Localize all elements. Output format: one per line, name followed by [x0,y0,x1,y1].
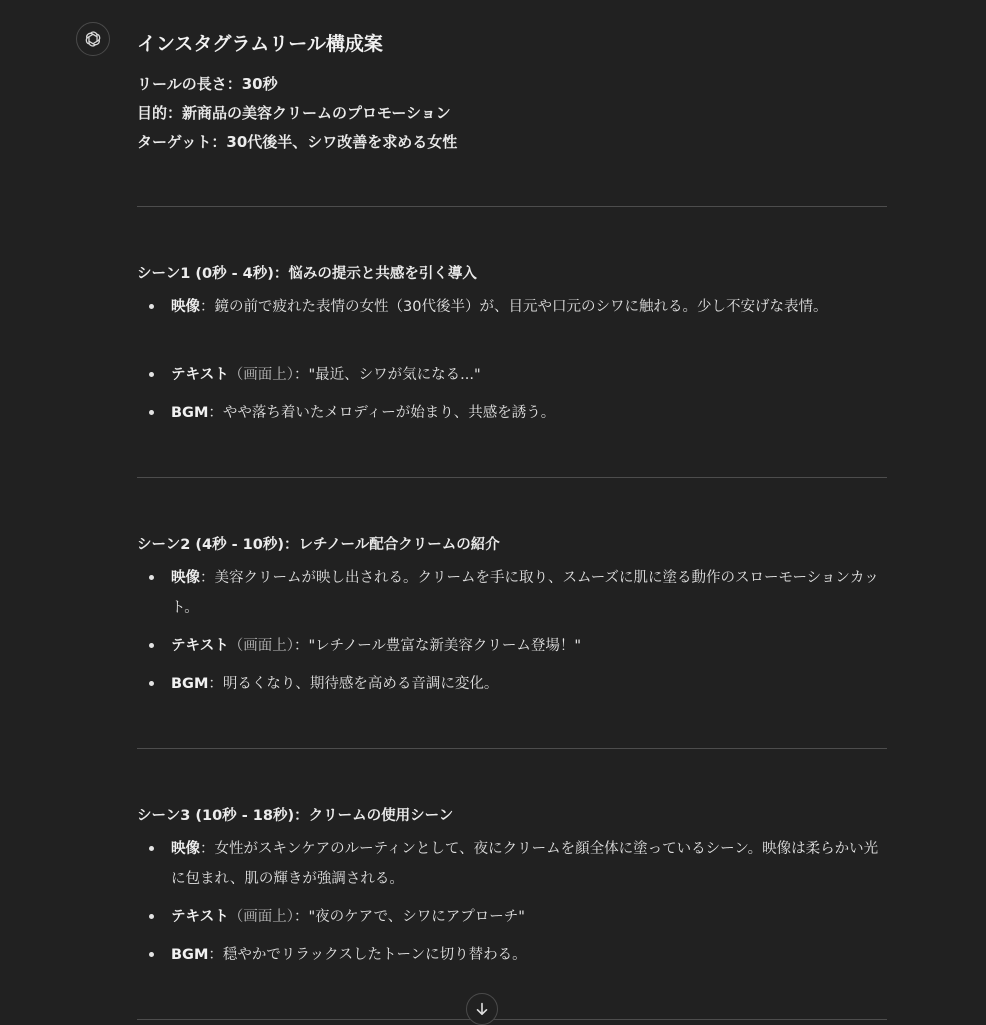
bullet-sub: （画面上） [228,367,294,383]
scene-3-bullet-bgm [137,940,887,970]
bullet-label: テキスト [171,638,229,654]
scroll-to-bottom-button[interactable] [466,993,498,1025]
bullet-dot [149,372,154,377]
bullet-dot [149,914,154,919]
scene-2-bullet-video [137,563,887,623]
bullet-label: テキスト [171,367,229,383]
bullet-text: ："レチノール豊富な新美容クリーム登場！" [293,638,582,654]
scene-2-bullet-bgm [137,669,887,699]
bullet-text: ："夜のケアで、シワにアプローチ" [293,909,525,925]
bullet-text: ：やや落ち着いたメロディーが始まり、共感を誘う。 [208,405,556,421]
bullet-dot [149,846,154,851]
bullet-label: BGM [171,676,209,692]
bullet-dot [149,410,154,415]
divider [137,206,887,207]
scene-1-heading: シーン1 (0秒 - 4秒)：悩みの提示と共感を引く導入 [137,266,477,282]
scene-3-heading: シーン3 (10秒 - 18秒)：クリームの使用シーン [137,808,454,824]
divider [137,477,887,478]
meta-reel-length: リールの長さ：30秒 [137,75,278,93]
meta-target: ターゲット：30代後半、シワ改善を求める女性 [137,133,458,151]
bullet-dot [149,304,154,309]
bullet-label: 映像 [171,570,200,586]
message-title: インスタグラムリール構成案 [137,33,383,55]
bullet-label: テキスト [171,909,229,925]
scene-3-bullet-video [137,834,887,894]
divider [137,1019,887,1020]
bullet-sub: （画面上） [228,638,294,654]
scene-1-bullet-bgm [137,398,887,428]
bullet-sub: （画面上） [228,909,294,925]
bullet-text: ：鏡の前で疲れた表情の女性（30代後半）が、目元や口元のシワに触れる。少し不安げな表情。 [200,299,828,315]
scene-1-bullet-video [137,292,887,322]
bullet-dot [149,643,154,648]
bullet-label: 映像 [171,841,200,857]
openai-logo-icon [82,28,104,50]
bullet-dot [149,952,154,957]
bullet-text: ：美容クリームが映し出される。クリームを手に取り、スムーズに肌に塗る動作のスローモーションカット。 [171,570,879,616]
bullet-label: 映像 [171,299,200,315]
assistant-avatar [76,22,110,56]
bullet-text: ：穏やかでリラックスしたトーンに切り替わる。 [208,947,527,963]
meta-purpose: 目的：新商品の美容クリームのプロモーション [137,104,451,122]
scene-1-bullet-text [137,360,887,390]
scene-3-bullet-text [137,902,887,932]
bullet-dot [149,681,154,686]
bullet-label: BGM [171,405,209,421]
bullet-dot [149,575,154,580]
arrow-down-icon [474,1001,490,1017]
bullet-text: ："最近、シワが気になる..." [293,367,481,383]
bullet-text: ：明るくなり、期待感を高める音調に変化。 [208,676,499,692]
bullet-label: BGM [171,947,209,963]
scene-2-bullet-text [137,631,887,661]
scene-2-heading: シーン2 (4秒 - 10秒)：レチノール配合クリームの紹介 [137,537,500,553]
bullet-text: ：女性がスキンケアのルーティンとして、夜にクリームを顔全体に塗っているシーン。映像は柔らかい光に包まれ、肌の輝きが強調される。 [171,841,879,887]
divider [137,748,887,749]
